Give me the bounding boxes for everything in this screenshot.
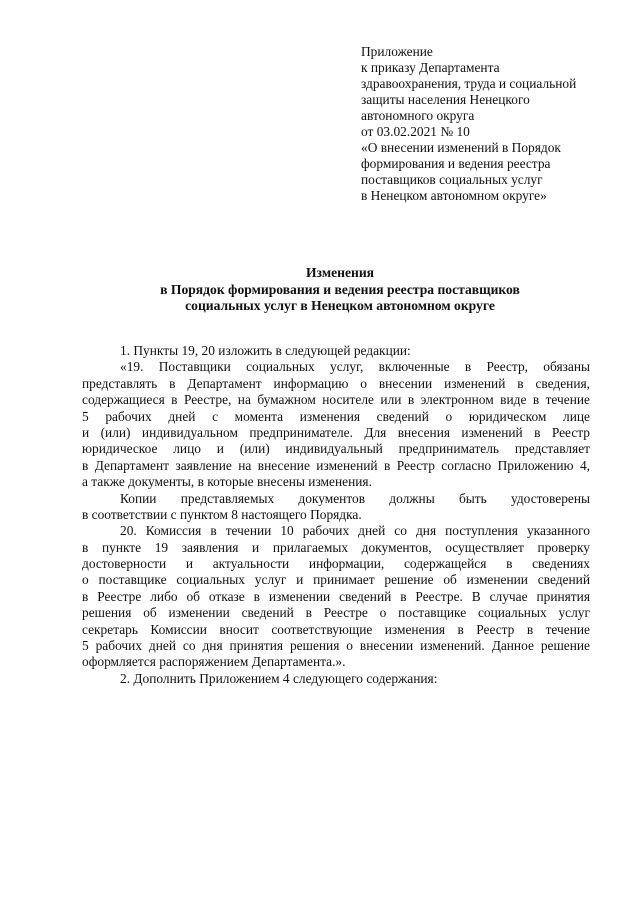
paragraph-20-line: 5 рабочих дней со дня принятия решения о внесении изменений. Данное решение — [82, 638, 590, 654]
paragraph-19-line: юридическое лицо и (или) индивидуальный предприниматель представляет — [82, 441, 590, 457]
paragraph-1-line: 1. Пункты 19, 20 изложить в следующей редакции: — [120, 343, 411, 358]
paragraph-20-line: решения об изменении сведений в Реестре о поставщике социальных услуг — [82, 605, 590, 621]
title-line: Изменения — [305, 265, 375, 280]
document-title — [90, 265, 590, 315]
paragraph-19-line: «19. Поставщики социальных услуг, включенные в Реестр, обязаны — [120, 359, 590, 375]
paragraph-19-line: содержащиеся в Реестре, на бумажном носителе или в электронном виде в течение — [82, 392, 590, 408]
appendix-line: от 03.02.2021 № 10 — [361, 124, 470, 139]
appendix-header — [361, 44, 611, 204]
paragraph-20-line: 20. Комиссия в течении 10 рабочих дней со дня поступления указанного — [120, 523, 590, 539]
title-line: в Порядок формирования и ведения реестра поставщиков — [160, 281, 520, 297]
paragraph-19-line: и (или) индивидуальном предпринимателе. Для внесения изменений в Реестр — [82, 424, 590, 440]
appendix-line: здравоохранения, труда и социальной — [361, 76, 577, 91]
paragraph-copies-line: Копии представляемых документов должны быть удостоверены — [120, 490, 590, 506]
appendix-line: Приложение — [361, 44, 433, 59]
appendix-line: автономного округа — [361, 108, 475, 123]
paragraph-20-line: достоверности и актуальности информации, содержащейся в сведениях — [82, 556, 590, 572]
paragraph-20-line: о поставщике социальных услуг и принимает решение об изменении сведений — [82, 572, 590, 588]
paragraph-19-line: представлять в Департамент информацию о внесении изменений в сведения, — [82, 375, 590, 391]
paragraph-copies-line: в соответствии с пунктом 8 настоящего Порядка. — [82, 506, 362, 522]
paragraph-20-line: в пункте 19 заявления и прилагаемых документов, осуществляет проверку — [82, 539, 590, 555]
paragraph-20-line: оформляется распоряжением Департамента.». — [82, 654, 346, 670]
appendix-line: к приказу Департамента — [361, 60, 500, 75]
paragraph-19-line: 5 рабочих дней с момента изменения сведений о юридическом лице — [82, 408, 590, 424]
paragraph-19-line: а также документы, в которые внесены изменения. — [82, 474, 372, 490]
appendix-line: «О внесении изменений в Порядок — [361, 140, 561, 155]
title-line: социальных услуг в Ненецком автономном округе — [185, 298, 495, 313]
paragraph-20-line: в Реестре либо об отказе в изменении сведений в Реестре. В случае принятия — [82, 588, 590, 604]
document-body — [82, 343, 590, 687]
appendix-line: в Ненецком автономном округе» — [361, 188, 547, 203]
paragraph-20-line: секретарь Комиссии вносит соответствующие изменения в Реестр в течение — [82, 621, 590, 637]
appendix-line: поставщиков социальных услуг — [361, 172, 543, 187]
paragraph-19-line: в Департамент заявление на внесение изменений в Реестр согласно Приложению 4, — [82, 457, 590, 473]
appendix-line: защиты населения Ненецкого — [361, 92, 530, 107]
appendix-line: формирования и ведения реестра — [361, 156, 551, 171]
paragraph-2-line: 2. Дополнить Приложением 4 следующего содержания: — [120, 670, 438, 686]
